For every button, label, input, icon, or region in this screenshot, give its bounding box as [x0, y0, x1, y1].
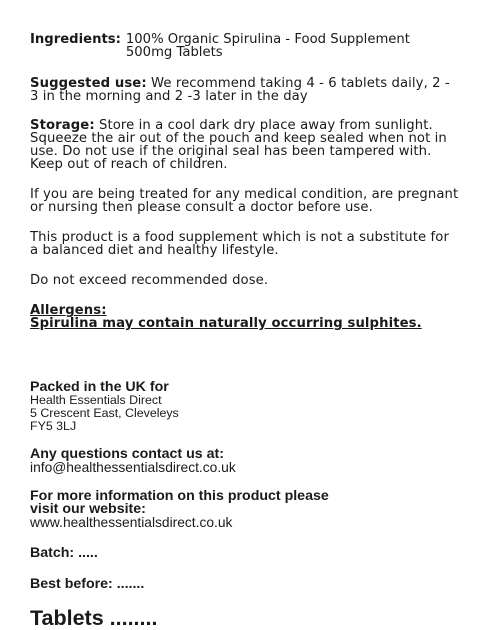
contact-heading: Any questions contact us at: — [30, 446, 224, 462]
tablets-count: Tablets ........ — [30, 606, 158, 630]
ingredients-line-2: 500mg Tablets — [125, 45, 223, 60]
supplement-line-2: a balanced diet and healthy lifestyle. — [30, 243, 279, 258]
packer-heading: Packed in the UK for — [30, 379, 169, 395]
contact-email[interactable]: info@healthessentialsdirect.co.uk — [30, 460, 236, 475]
allergens-section — [30, 304, 490, 330]
medical-line-2: or nursing then please consult a doctor before use. — [30, 200, 373, 215]
ingredients-section — [30, 33, 490, 59]
dose-warning: Do not exceed recommended dose. — [30, 273, 269, 288]
ingredients-label: Ingredients: — [30, 32, 121, 47]
best-before-section — [30, 576, 490, 592]
website-heading-line-1: For more information on this product please — [30, 488, 329, 504]
packer-address: 5 Crescent East, Cleveleys — [30, 406, 179, 420]
packer-name: Health Essentials Direct — [30, 393, 162, 407]
ingredients-value — [121, 33, 410, 59]
suggested-use-line-2: 3 in the morning and 2 -3 later in the day — [30, 89, 308, 104]
storage-line-1: Store in a cool dark dry place away from sunlight. — [94, 118, 433, 133]
medical-line-1: If you are being treated for any medical condition, are pregnant — [30, 187, 459, 202]
allergens-text: Spirulina may contain naturally occurring sulphites. — [30, 316, 422, 331]
best-before-date: Best before: ....... — [30, 576, 145, 592]
batch-number: Batch: ..... — [30, 545, 98, 561]
storage-line-4: Keep out of reach of children. — [30, 157, 228, 172]
supplement-note — [30, 231, 490, 257]
medical-advice — [30, 188, 490, 214]
suggested-use-section — [30, 77, 490, 103]
contact-section — [30, 448, 490, 475]
website-url[interactable]: www.healthessentialsdirect.co.uk — [30, 515, 233, 530]
packer-postcode: FY5 3LJ — [30, 419, 77, 433]
supplement-line-1: This product is a food supplement which is not a substitute for — [30, 230, 449, 245]
suggested-use-line-1: We recommend taking 4 - 6 tablets daily, 2 - — [146, 76, 450, 91]
website-section — [30, 490, 490, 530]
website-heading-line-2: visit our website: — [30, 501, 146, 517]
product-label — [30, 33, 490, 629]
storage-label: Storage: — [30, 118, 95, 133]
storage-section — [30, 119, 490, 171]
storage-line-2: Squeeze the air out of the pouch and keep sealed when not in — [30, 131, 447, 146]
packer-section — [30, 381, 490, 433]
storage-line-3: use. Do not use if the original seal has been tampered with. — [30, 144, 432, 159]
allergens-label: Allergens: — [30, 303, 107, 318]
batch-section — [30, 545, 490, 561]
ingredients-line-1: 100% Organic Spirulina - Food Supplement — [125, 32, 410, 47]
suggested-use-label: Suggested use: — [30, 76, 147, 91]
